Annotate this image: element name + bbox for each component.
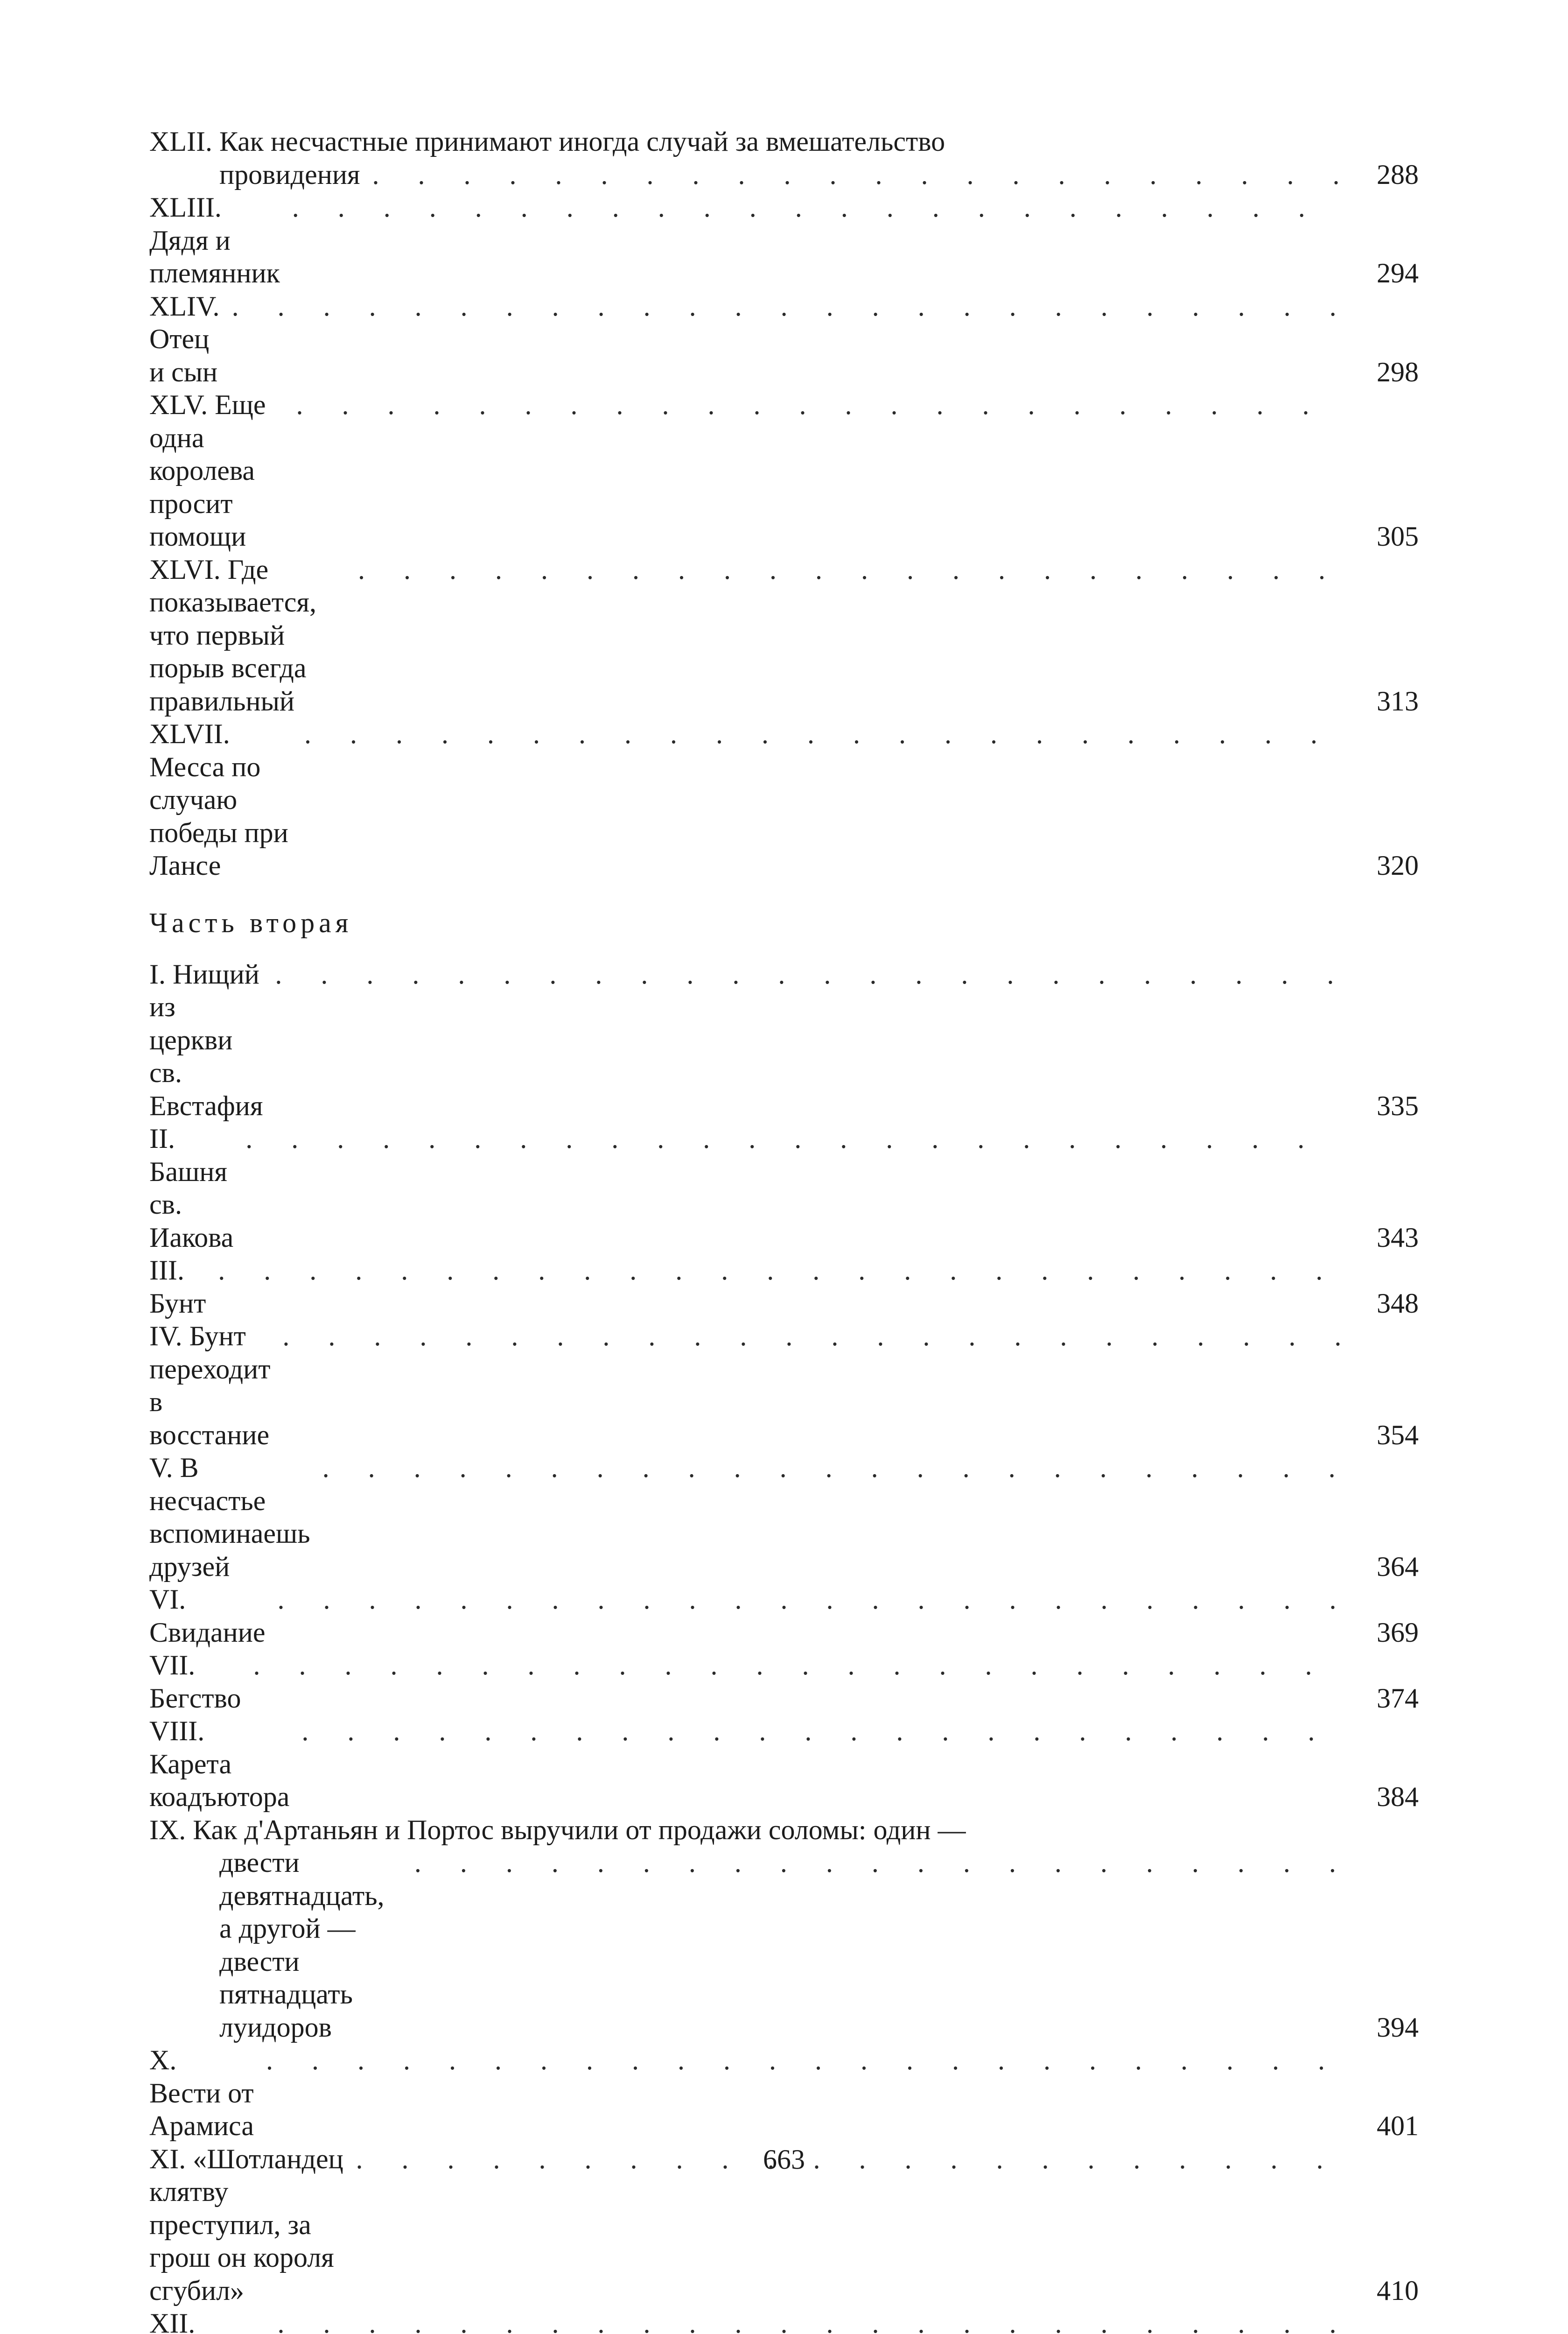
toc-entry-page: 298 <box>1377 356 1419 387</box>
toc-entry <box>149 717 1419 882</box>
toc-entry-line: IV. Бунт переходит в восстание <box>149 1321 271 1450</box>
toc-entry-line: VI. Свидание <box>149 1584 266 1648</box>
toc-entry-page: 294 <box>1377 258 1419 288</box>
dot-leader <box>266 2044 1344 2077</box>
toc-entry-title <box>149 125 1344 191</box>
toc-entry-page: 374 <box>1377 1682 1419 1714</box>
toc-entry <box>149 2307 1419 2334</box>
toc-part-one <box>149 125 1419 882</box>
toc-entry-line: XLIV. Отец и сын <box>149 290 220 387</box>
toc-part-two <box>149 958 1419 2334</box>
toc-entry-page: 313 <box>1377 685 1419 717</box>
toc-entry-title <box>149 388 1344 553</box>
toc-entry-title <box>149 1254 1344 1320</box>
dot-leader <box>232 290 1344 323</box>
page-number: 663 <box>763 2144 805 2175</box>
toc-entry-page: 410 <box>1377 2275 1419 2306</box>
dot-leader <box>372 158 1344 191</box>
toc-entry <box>149 1320 1419 1451</box>
toc-entry-line: II. Башня св. Иакова <box>149 1123 234 1253</box>
toc-entry-line: I. Нищий из церкви св. Евстафия <box>149 958 263 1121</box>
toc-entry-title <box>149 191 1344 290</box>
toc-entry <box>149 191 1419 290</box>
toc-entry <box>149 290 1419 389</box>
dot-leader <box>322 1451 1344 1484</box>
dot-leader <box>253 1649 1344 1682</box>
toc-entry-line: XLII. Как несчастные принимают иногда случай за вмешательство <box>149 126 945 157</box>
toc-entry <box>149 388 1419 553</box>
toc-entry-page: 343 <box>1377 1222 1419 1253</box>
dot-leader <box>296 388 1344 422</box>
toc-entry-page: 369 <box>1377 1617 1419 1648</box>
toc-entry-title <box>149 1451 1344 1583</box>
toc-entry-title <box>149 1583 1344 1649</box>
dot-leader <box>304 717 1344 751</box>
dot-leader <box>282 1320 1344 1353</box>
toc-entry <box>149 1715 1419 1814</box>
toc-entry-line: XLIII. Дядя и племянник <box>149 192 280 288</box>
toc-entry-line: VIII. Карета коадъютора <box>149 1715 290 1812</box>
dot-leader <box>358 553 1344 586</box>
toc-entry <box>149 2044 1419 2143</box>
dot-leader <box>301 1715 1344 1748</box>
dot-leader <box>218 1254 1344 1287</box>
toc-entry <box>149 125 1419 191</box>
dot-leader <box>414 1846 1344 1879</box>
dot-leader <box>245 1122 1344 1155</box>
toc-entry-line: XLV. Еще одна королева просит помощи <box>149 389 266 552</box>
toc-entry-line: провидения <box>219 159 360 190</box>
toc-entry-line: XLVII. Месса по случаю победы при Лансе <box>149 718 288 881</box>
toc-entry <box>149 1814 1419 2044</box>
toc-entry-line: двести девятнадцать, а другой — двести пятнадцать луидоров <box>219 1847 385 2043</box>
toc-entry-line: IX. Как д'Артаньян и Портос выручили от продажи соломы: один — <box>149 1814 966 1845</box>
table-of-contents <box>149 125 1419 2334</box>
toc-entry-title <box>149 1715 1344 1814</box>
toc-entry-page: 401 <box>1377 2110 1419 2141</box>
toc-entry-page: 348 <box>1377 1287 1419 1319</box>
toc-entry-line: X. Вести от Арамиса <box>149 2045 254 2141</box>
dot-leader <box>292 191 1344 224</box>
toc-entry-line: V. В несчастье вспоминаешь друзей <box>149 1452 310 1582</box>
toc-entry-title <box>149 1320 1344 1451</box>
toc-entry-title <box>149 2307 1344 2334</box>
toc-entry <box>149 1451 1419 1583</box>
dot-leader <box>277 1583 1344 1616</box>
toc-entry-page: 354 <box>1377 1419 1419 1450</box>
toc-entry-page: 384 <box>1377 1781 1419 1812</box>
dot-leader <box>275 958 1344 991</box>
toc-entry-page: 320 <box>1377 850 1419 881</box>
toc-entry-title <box>149 717 1344 882</box>
toc-entry-line: XII. <box>149 2308 196 2334</box>
toc-entry-line: XI. «Шотландец клятву преступил, за грош он короля сгубил» <box>149 2143 343 2306</box>
toc-entry-page: 305 <box>1377 521 1419 552</box>
toc-entry-page: 394 <box>1377 2011 1419 2043</box>
toc-entry <box>149 1122 1419 1254</box>
toc-entry <box>149 1649 1419 1715</box>
dot-leader <box>277 2307 1344 2334</box>
toc-entry-title <box>149 1649 1344 1715</box>
toc-entry-page: 364 <box>1377 1551 1419 1582</box>
toc-entry <box>149 1583 1419 1649</box>
toc-entry-title <box>149 553 1344 718</box>
toc-entry-title <box>149 958 1344 1123</box>
toc-entry-line: VII. Бегство <box>149 1650 241 1714</box>
toc-entry <box>149 1254 1419 1320</box>
toc-entry-title <box>149 2044 1344 2143</box>
toc-entry-line: III. Бунт <box>149 1255 206 1319</box>
toc-entry-title <box>149 1814 1344 2044</box>
toc-entry-line: XLVI. Где показывается, что первый порыв всегда правильный <box>149 554 316 717</box>
toc-entry <box>149 958 1419 1123</box>
toc-entry-title <box>149 1122 1344 1254</box>
toc-entry-title <box>149 290 1344 389</box>
toc-entry-page: 288 <box>1377 159 1419 190</box>
toc-entry <box>149 553 1419 718</box>
section-heading: Часть вторая <box>149 907 353 938</box>
toc-entry-page: 335 <box>1377 1090 1419 1121</box>
